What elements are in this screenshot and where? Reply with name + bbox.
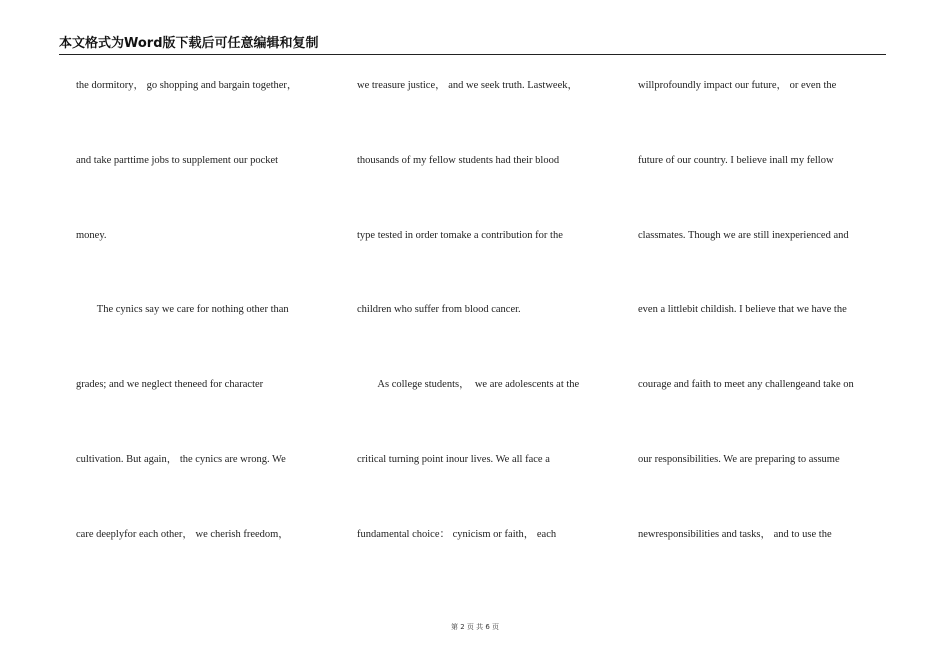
text-line: critical turning point inour lives. We all face a — [357, 454, 550, 465]
page-header — [59, 36, 886, 55]
text-line: willprofoundly impact our future， or even the — [638, 80, 837, 91]
text-line: grades; and we neglect theneed for character — [76, 379, 264, 390]
text-line: and take parttime jobs to supplement our pocket — [76, 155, 279, 166]
text-line: the dormitory， go shopping and bargain together， — [76, 80, 298, 91]
text-line: future of our country. I believe inall my fellow — [638, 155, 834, 166]
text-line: type tested in order tomake a contribution for the — [357, 230, 563, 241]
page-number: 第 2 页 共 6 页 — [450, 623, 500, 631]
text-line: children who suffer from blood cancer. — [357, 304, 521, 315]
text-line: classmates. Though we are still inexperienced and — [638, 230, 849, 241]
text-line: even a littlebit childish. I believe that we have the — [638, 304, 847, 315]
text-line: As college students， we are adolescents at the — [357, 379, 580, 390]
text-line: cultivation. But again， the cynics are wrong. We — [76, 454, 286, 465]
text-line: courage and faith to meet any challengeand take on — [638, 379, 854, 390]
text-line: our responsibilities. We are preparing to assume — [638, 454, 840, 465]
text-line: we treasure justice， and we seek truth. Lastweek， — [357, 80, 579, 91]
text-line: care deeplyfor each other， we cherish freedom， — [76, 529, 289, 540]
text-line: The cynics say we care for nothing other than — [76, 304, 289, 315]
text-line: fundamental choice： cynicism or faith， each — [357, 529, 557, 540]
text-line: thousands of my fellow students had their blood — [357, 155, 560, 166]
document-title: 本文格式为Word版下载后可任意编辑和复制 — [59, 36, 319, 51]
text-line: money. — [76, 230, 107, 241]
text-line: newresponsibilities and tasks， and to use the — [638, 529, 832, 540]
